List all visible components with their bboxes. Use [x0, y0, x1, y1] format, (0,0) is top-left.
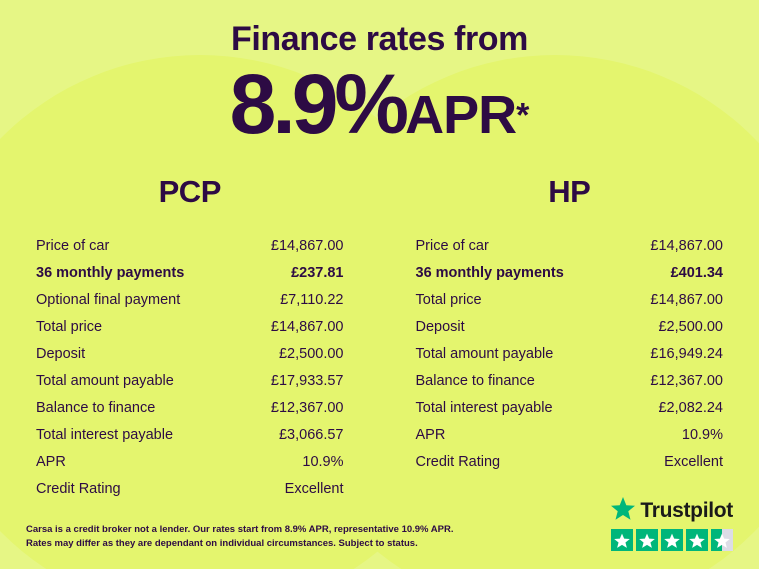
table-row [36, 448, 344, 475]
row-value: 10.9% [302, 453, 344, 470]
table-row [36, 394, 344, 421]
row-label: APR [36, 453, 66, 470]
table-row [36, 286, 344, 313]
column-hp [380, 174, 759, 502]
row-label: Deposit [415, 318, 465, 335]
row-value: 10.9% [681, 426, 723, 443]
row-value: £14,867.00 [650, 237, 723, 254]
row-label: Total price [36, 318, 103, 335]
table-row [416, 340, 724, 367]
row-label: APR [415, 426, 446, 443]
row-value: £401.34 [670, 264, 723, 281]
finance-columns [0, 174, 759, 502]
star-icon [686, 529, 708, 551]
row-value: £12,367.00 [270, 399, 344, 416]
star-icon [636, 529, 658, 551]
column-pcp [0, 174, 380, 502]
row-value: £14,867.00 [270, 318, 344, 335]
star-icon [661, 529, 683, 551]
row-label: Total amount payable [36, 372, 174, 389]
rows-pcp [28, 232, 352, 502]
row-value: £17,933.57 [270, 372, 344, 389]
trustpilot-wordmark [611, 497, 733, 525]
row-label: Balance to finance [415, 372, 535, 389]
column-title-pcp: PCP [158, 174, 221, 209]
apr-label: APR [405, 85, 517, 145]
row-value: £2,082.24 [658, 399, 723, 416]
table-row [416, 286, 724, 313]
table-row [416, 259, 724, 286]
table-row [416, 421, 724, 448]
star-half-icon [711, 529, 733, 551]
row-value: £12,367.00 [650, 372, 723, 389]
row-value: £2,500.00 [278, 345, 344, 362]
disclaimer-text [26, 523, 454, 552]
row-label: Credit Rating [36, 480, 121, 497]
row-label: Price of car [415, 237, 489, 254]
row-label: Deposit [36, 345, 86, 362]
page-title: Finance rates from [230, 20, 528, 58]
trustpilot-badge [611, 497, 733, 551]
table-row [36, 340, 344, 367]
row-value: £16,949.24 [650, 345, 723, 362]
table-row [36, 259, 344, 286]
row-value: £14,867.00 [650, 291, 723, 308]
row-value: £14,867.00 [270, 237, 344, 254]
row-value: £237.81 [291, 264, 344, 281]
footer [0, 497, 759, 569]
trustpilot-star-icon [611, 497, 635, 525]
row-value: £3,066.57 [278, 426, 344, 443]
row-value: Excellent [284, 480, 344, 497]
disclaimer-line-2: Rates may differ as they are dependant on individual circumstances. Subject to status. [26, 537, 418, 549]
table-row [416, 394, 724, 421]
apr-asterisk: * [516, 96, 530, 135]
apr-rate-value: 8.9% [229, 57, 406, 151]
row-label: Balance to finance [36, 399, 156, 416]
row-label: 36 monthly payments [36, 264, 185, 281]
table-row [36, 232, 344, 259]
row-label: Total interest payable [36, 426, 174, 443]
row-value: £7,110.22 [280, 291, 344, 308]
table-row [416, 232, 724, 259]
row-label: Total price [415, 291, 482, 308]
table-row [416, 313, 724, 340]
trustpilot-name: Trustpilot [640, 499, 733, 522]
row-label: Price of car [36, 237, 110, 254]
row-label: Total interest payable [415, 399, 553, 416]
star-icon [611, 529, 633, 551]
row-label: Total amount payable [415, 345, 554, 362]
table-row [416, 367, 724, 394]
table-row [416, 448, 724, 475]
apr-headline [0, 57, 759, 151]
table-row [36, 367, 344, 394]
row-label: Optional final payment [36, 291, 181, 308]
table-row [36, 421, 344, 448]
rows-hp [408, 232, 732, 475]
row-label: Credit Rating [415, 453, 501, 470]
trustpilot-rating-stars [611, 529, 733, 551]
row-value: Excellent [664, 453, 723, 470]
row-value: £2,500.00 [658, 318, 723, 335]
column-title-hp: HP [548, 174, 591, 209]
row-label: 36 monthly payments [415, 264, 564, 281]
table-row [36, 313, 344, 340]
disclaimer-line-1: Carsa is a credit broker not a lender. Our rates start from 8.9% APR, representative 10.9% APR. [26, 523, 454, 535]
